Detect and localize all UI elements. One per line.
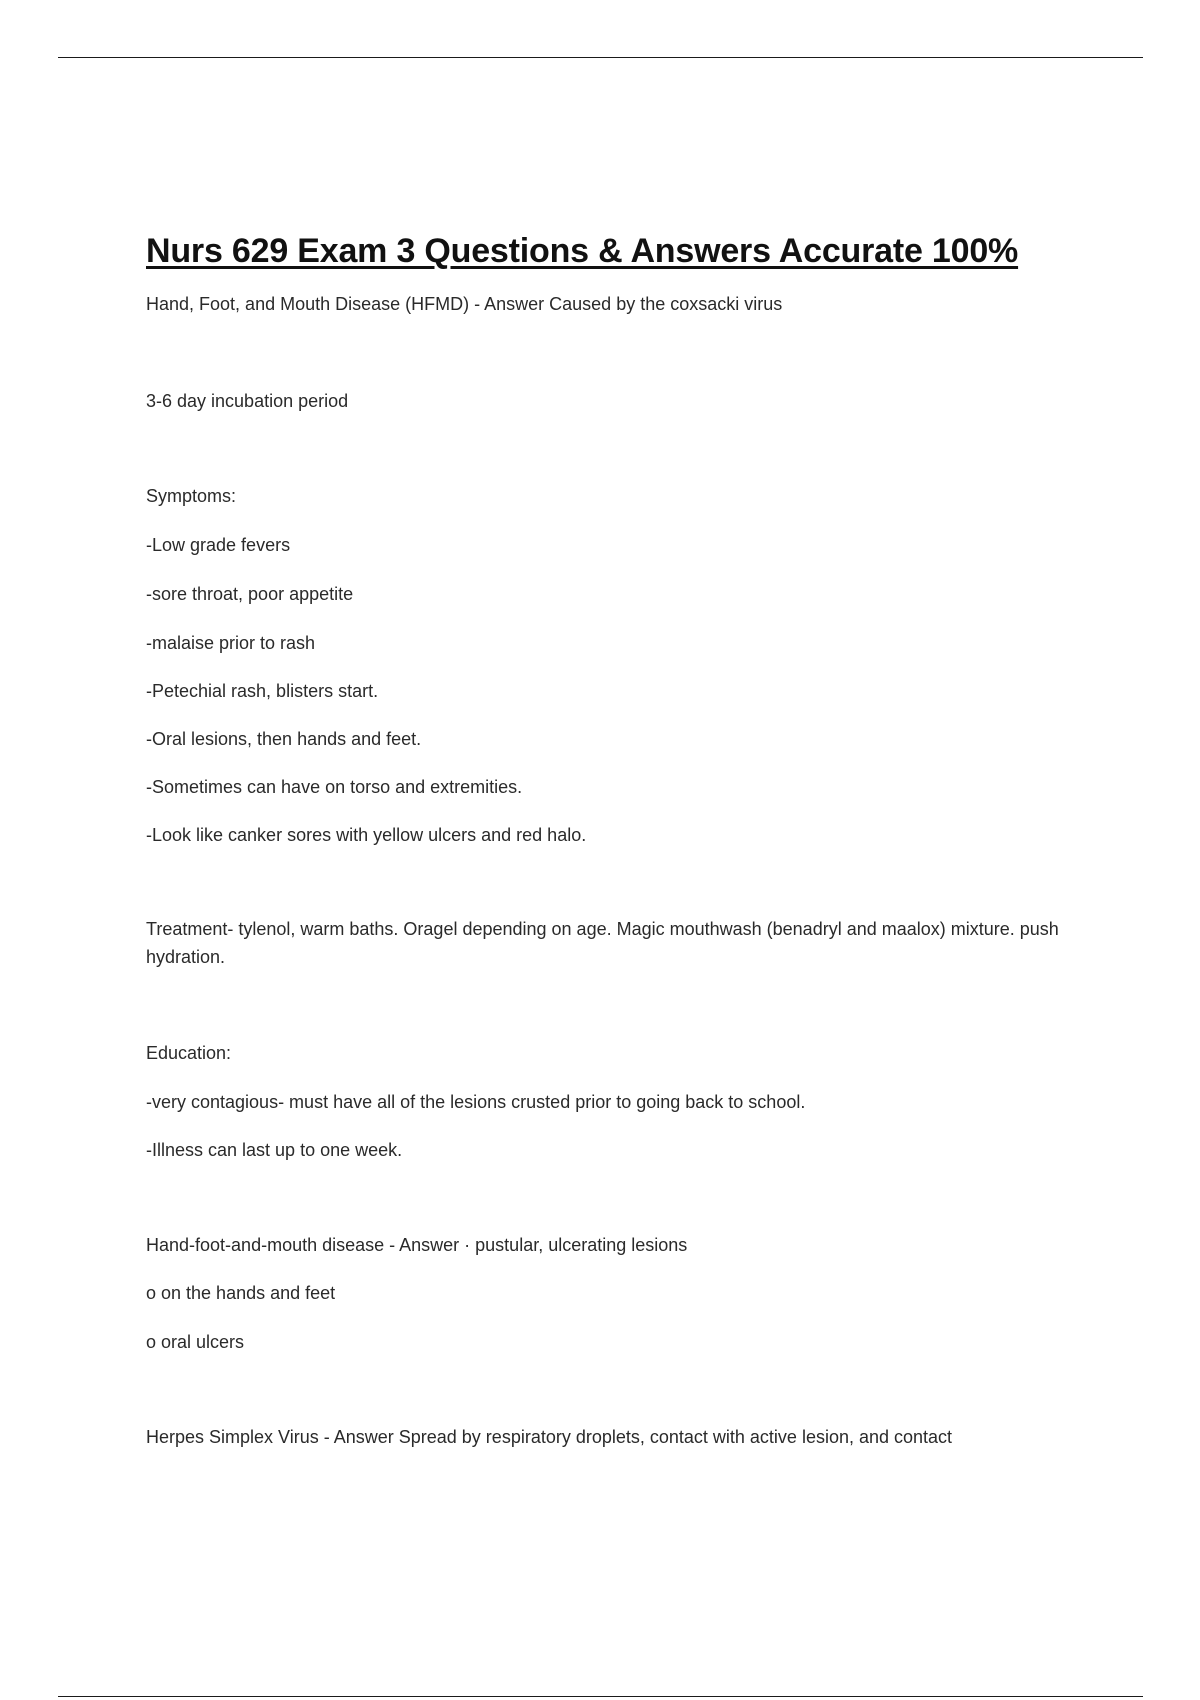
text-line: -Low grade fevers (146, 535, 291, 555)
footer-rule (58, 1696, 1143, 1697)
text-line: o oral ulcers (146, 1332, 245, 1352)
text-line: -Illness can last up to one week. (146, 1140, 403, 1160)
text-line: Hand, Foot, and Mouth Disease (HFMD) - Answer Caused by the coxsacki virus (146, 294, 783, 314)
text-paragraph: Treatment- tylenol, warm baths. Oragel depending on age. Magic mouthwash (benadryl and maalox) mixture. push hydration. (146, 919, 1059, 967)
text-line: -malaise prior to rash (146, 633, 316, 653)
text-line: -Petechial rash, blisters start. (146, 681, 379, 701)
text-line: Symptoms: (146, 486, 237, 506)
text-line: -Sometimes can have on torso and extremities. (146, 777, 523, 797)
text-line: Education: (146, 1043, 232, 1063)
text-line: -very contagious- must have all of the lesions crusted prior to going back to school. (146, 1092, 806, 1112)
text-line: 3-6 day incubation period (146, 391, 349, 411)
text-line: Herpes Simplex Virus - Answer Spread by respiratory droplets, contact with active lesion, and contact (146, 1427, 953, 1447)
text-line: -Look like canker sores with yellow ulcers and red halo. (146, 825, 587, 845)
document-body (146, 226, 1066, 1451)
text-line: -sore throat, poor appetite (146, 584, 354, 604)
text-line: o on the hands and feet (146, 1283, 336, 1303)
text-line: -Oral lesions, then hands and feet. (146, 729, 422, 749)
document-title: Nurs 629 Exam 3 Questions & Answers Accurate 100% (146, 232, 1019, 270)
header-rule (58, 57, 1143, 58)
text-line: Hand-foot-and-mouth disease - Answer · pustular, ulcerating lesions (146, 1235, 688, 1255)
